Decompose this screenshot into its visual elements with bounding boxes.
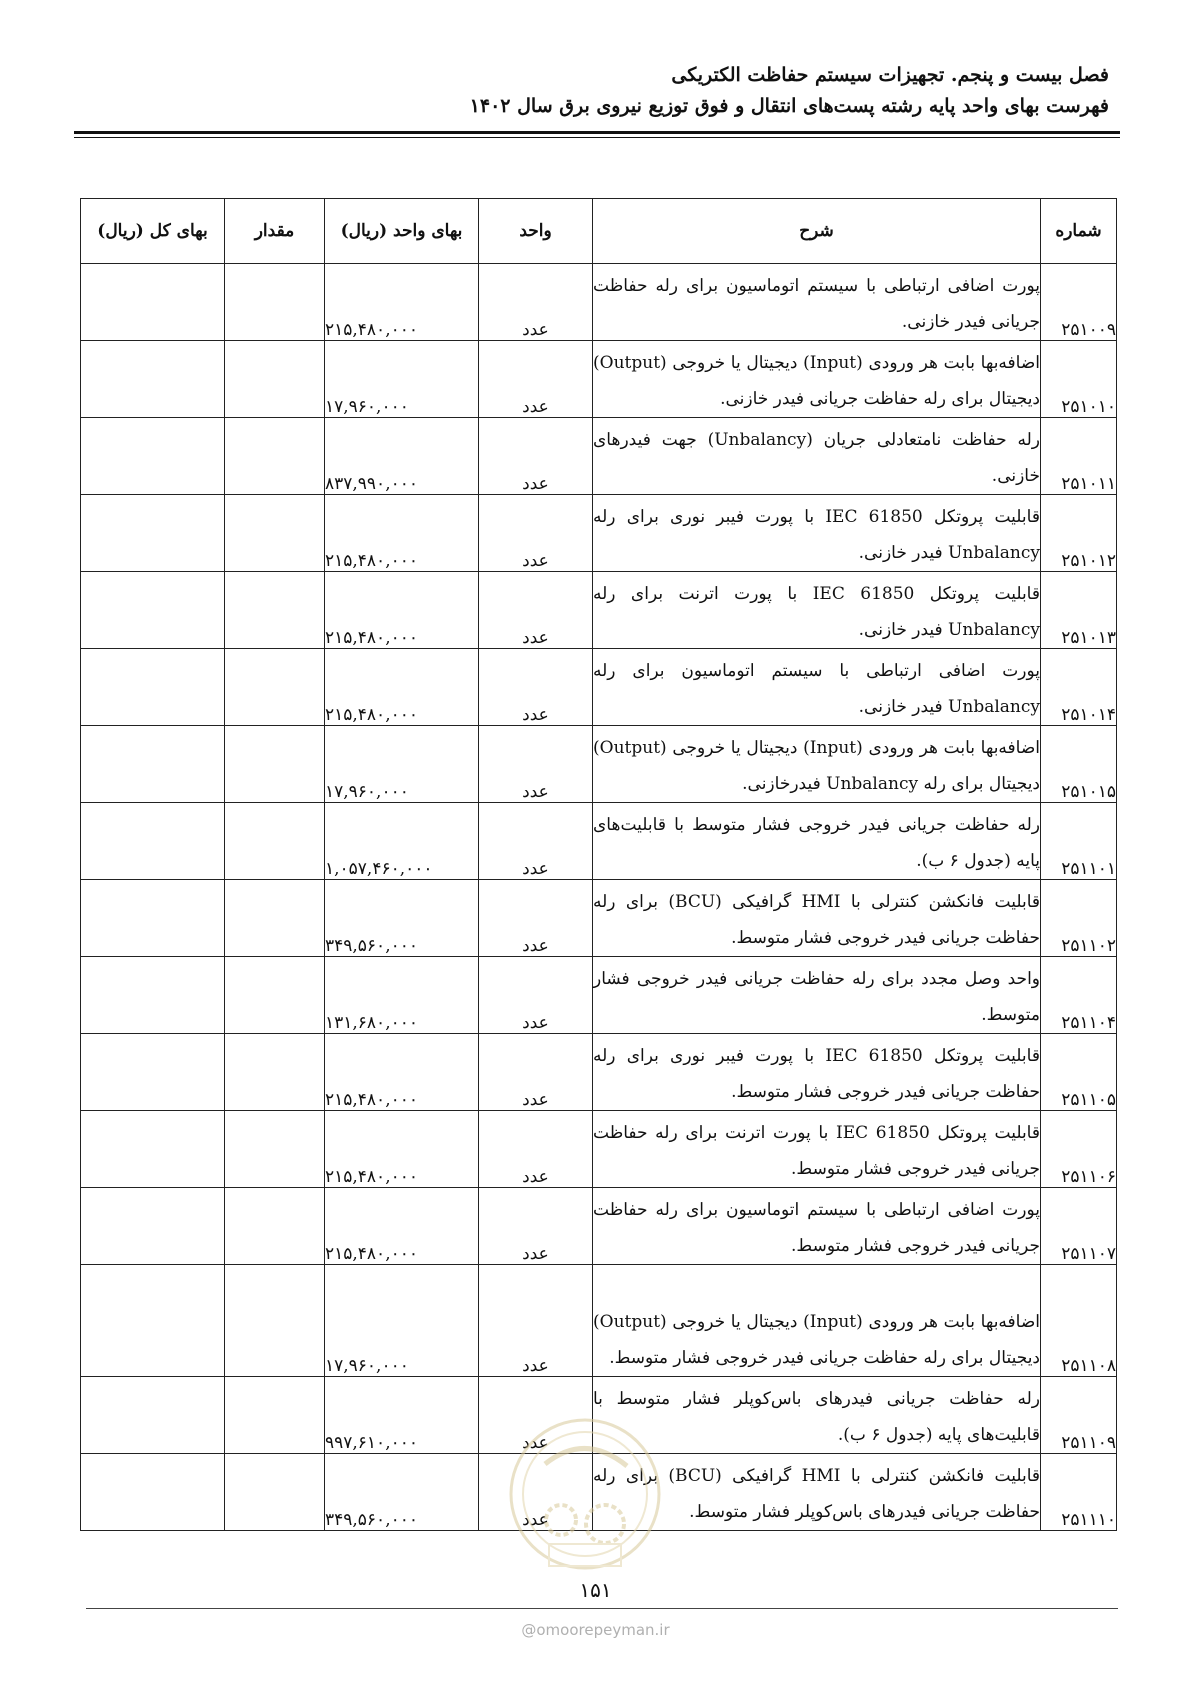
item-description: رله حفاظت جریانی فیدرهای باس‌کوپلر فشار متوسط با قابلیت‌های پایه (جدول ۶ ب). xyxy=(593,1377,1041,1454)
item-quantity xyxy=(225,1265,325,1377)
item-unit: عدد xyxy=(479,649,593,726)
item-number: ۲۵۱۰۱۳ xyxy=(1041,572,1117,649)
item-description: رله حفاظت نامتعادلی جریان (Unbalancy) جهت فیدرهای خازنی. xyxy=(593,418,1041,495)
table-row xyxy=(81,341,1117,418)
item-number: ۲۵۱۰۰۹ xyxy=(1041,264,1117,341)
item-quantity xyxy=(225,803,325,880)
item-total-price xyxy=(81,880,225,957)
item-total-price xyxy=(81,341,225,418)
item-unit-price: ۱,۰۵۷,۴۶۰,۰۰۰ xyxy=(325,803,479,880)
item-description: اضافه‌بها بابت هر ورودی (Input) دیجیتال یا خروجی (Output) دیجیتال برای رله حفاظت جریانی فیدر خروجی فشار متوسط. xyxy=(593,1265,1041,1377)
item-quantity xyxy=(225,572,325,649)
item-unit: عدد xyxy=(479,1454,593,1531)
table-row xyxy=(81,1265,1117,1377)
item-unit: عدد xyxy=(479,1188,593,1265)
item-description: پورت اضافی ارتباطی با سیستم اتوماسیون برای رله حفاظت جریانی فیدر خروجی فشار متوسط. xyxy=(593,1188,1041,1265)
item-unit: عدد xyxy=(479,1265,593,1377)
item-unit: عدد xyxy=(479,726,593,803)
price-table xyxy=(80,198,1117,1531)
item-unit: عدد xyxy=(479,572,593,649)
page-header xyxy=(69,60,1109,122)
item-quantity xyxy=(225,1454,325,1531)
item-unit-price: ۳۴۹,۵۶۰,۰۰۰ xyxy=(325,880,479,957)
item-number: ۲۵۱۱۰۴ xyxy=(1041,957,1117,1034)
item-total-price xyxy=(81,418,225,495)
item-number: ۲۵۱۱۰۲ xyxy=(1041,880,1117,957)
table-row xyxy=(81,572,1117,649)
table-body xyxy=(81,264,1117,1531)
item-quantity xyxy=(225,880,325,957)
item-description: قابلیت پروتکل IEC 61850 با پورت فیبر نوری برای رله Unbalancy فیدر خازنی. xyxy=(593,495,1041,572)
watermark-url: @omoorepeyman.ir xyxy=(521,1621,670,1639)
item-unit: عدد xyxy=(479,1111,593,1188)
table-row xyxy=(81,418,1117,495)
item-unit-price: ۱۷,۹۶۰,۰۰۰ xyxy=(325,726,479,803)
item-total-price xyxy=(81,495,225,572)
item-number: ۲۵۱۰۱۲ xyxy=(1041,495,1117,572)
item-total-price xyxy=(81,726,225,803)
chapter-title: فصل بیست و پنجم. تجهیزات سیستم حفاظت الکتریکی xyxy=(671,64,1109,86)
item-unit: عدد xyxy=(479,264,593,341)
item-number: ۲۵۱۱۱۰ xyxy=(1041,1454,1117,1531)
header-description: شرح xyxy=(593,199,1041,264)
item-unit: عدد xyxy=(479,418,593,495)
item-number: ۲۵۱۰۱۵ xyxy=(1041,726,1117,803)
header-total: بهای کل (ریال) xyxy=(81,199,225,264)
item-unit-price: ۳۴۹,۵۶۰,۰۰۰ xyxy=(325,1454,479,1531)
table-row xyxy=(81,649,1117,726)
item-number: ۲۵۱۱۰۷ xyxy=(1041,1188,1117,1265)
item-total-price xyxy=(81,1111,225,1188)
item-total-price xyxy=(81,572,225,649)
item-description: اضافه‌بها بابت هر ورودی (Input) دیجیتال یا خروجی (Output) دیجیتال برای رله حفاظت جریانی فیدر خازنی. xyxy=(593,341,1041,418)
item-total-price xyxy=(81,1265,225,1377)
item-unit: عدد xyxy=(479,341,593,418)
item-number: ۲۵۱۱۰۸ xyxy=(1041,1265,1117,1377)
item-quantity xyxy=(225,495,325,572)
item-description: پورت اضافی ارتباطی با سیستم اتوماسیون برای رله حفاظت جریانی فیدر خازنی. xyxy=(593,264,1041,341)
item-description: قابلیت پروتکل IEC 61850 با پورت اترنت برای رله Unbalancy فیدر خازنی. xyxy=(593,572,1041,649)
item-unit-price: ۲۱۵,۴۸۰,۰۰۰ xyxy=(325,1034,479,1111)
item-total-price xyxy=(81,649,225,726)
item-quantity xyxy=(225,1034,325,1111)
item-total-price xyxy=(81,264,225,341)
header-divider-thick xyxy=(74,131,1120,134)
table-row xyxy=(81,803,1117,880)
table-header-row xyxy=(81,199,1117,264)
item-description: قابلیت فانکشن کنترلی با HMI گرافیکی (BCU) برای رله حفاظت جریانی فیدرهای باس‌کوپلر فشار متوسط. xyxy=(593,1454,1041,1531)
table-row xyxy=(81,1034,1117,1111)
item-unit: عدد xyxy=(479,1377,593,1454)
table-row xyxy=(81,726,1117,803)
table-row xyxy=(81,1111,1117,1188)
header-quantity: مقدار xyxy=(225,199,325,264)
item-description: قابلیت پروتکل IEC 61850 با پورت فیبر نوری برای رله حفاظت جریانی فیدر خروجی فشار متوسط. xyxy=(593,1034,1041,1111)
item-number: ۲۵۱۱۰۱ xyxy=(1041,803,1117,880)
table-row xyxy=(81,495,1117,572)
price-list-title: فهرست بهای واحد پایه رشته پست‌های انتقال و فوق توزیع نیروی برق سال ۱۴۰۲ xyxy=(469,95,1109,117)
item-number: ۲۵۱۱۰۵ xyxy=(1041,1034,1117,1111)
item-quantity xyxy=(225,649,325,726)
item-unit-price: ۱۷,۹۶۰,۰۰۰ xyxy=(325,1265,479,1377)
item-number: ۲۵۱۰۱۴ xyxy=(1041,649,1117,726)
table-row xyxy=(81,957,1117,1034)
item-unit-price: ۲۱۵,۴۸۰,۰۰۰ xyxy=(325,495,479,572)
item-unit: عدد xyxy=(479,495,593,572)
header-unit: واحد xyxy=(479,199,593,264)
item-quantity xyxy=(225,957,325,1034)
header-unit-price: بهای واحد (ریال) xyxy=(325,199,479,264)
item-quantity xyxy=(225,341,325,418)
table-row xyxy=(81,264,1117,341)
item-total-price xyxy=(81,1377,225,1454)
item-quantity xyxy=(225,418,325,495)
item-unit: عدد xyxy=(479,803,593,880)
item-description: واحد وصل مجدد برای رله حفاظت جریانی فیدر خروجی فشار متوسط. xyxy=(593,957,1041,1034)
item-description: اضافه‌بها بابت هر ورودی (Input) دیجیتال یا خروجی (Output) دیجیتال برای رله Unbalancy فیدرخازنی. xyxy=(593,726,1041,803)
item-unit: عدد xyxy=(479,957,593,1034)
footer-divider xyxy=(86,1608,1118,1609)
item-total-price xyxy=(81,1034,225,1111)
table-row xyxy=(81,1188,1117,1265)
header-number: شماره xyxy=(1041,199,1117,264)
item-number: ۲۵۱۱۰۹ xyxy=(1041,1377,1117,1454)
item-total-price xyxy=(81,803,225,880)
item-number: ۲۵۱۰۱۰ xyxy=(1041,341,1117,418)
item-unit: عدد xyxy=(479,1034,593,1111)
item-quantity xyxy=(225,1377,325,1454)
item-total-price xyxy=(81,1454,225,1531)
header-divider-thin xyxy=(74,137,1120,138)
item-description: قابلیت فانکشن کنترلی با HMI گرافیکی (BCU) برای رله حفاظت جریانی فیدر خروجی فشار متوسط. xyxy=(593,880,1041,957)
item-quantity xyxy=(225,264,325,341)
item-total-price xyxy=(81,1188,225,1265)
item-unit-price: ۲۱۵,۴۸۰,۰۰۰ xyxy=(325,264,479,341)
item-number: ۲۵۱۰۱۱ xyxy=(1041,418,1117,495)
item-quantity xyxy=(225,1188,325,1265)
item-unit: عدد xyxy=(479,880,593,957)
item-number: ۲۵۱۱۰۶ xyxy=(1041,1111,1117,1188)
item-description: پورت اضافی ارتباطی با سیستم اتوماسیون برای رله Unbalancy فیدر خازنی. xyxy=(593,649,1041,726)
item-unit-price: ۹۹۷,۶۱۰,۰۰۰ xyxy=(325,1377,479,1454)
item-unit-price: ۱۷,۹۶۰,۰۰۰ xyxy=(325,341,479,418)
item-unit-price: ۲۱۵,۴۸۰,۰۰۰ xyxy=(325,649,479,726)
item-unit-price: ۲۱۵,۴۸۰,۰۰۰ xyxy=(325,572,479,649)
item-description: قابلیت پروتکل IEC 61850 با پورت اترنت برای رله حفاظت جریانی فیدر خروجی فشار متوسط. xyxy=(593,1111,1041,1188)
item-unit-price: ۱۳۱,۶۸۰,۰۰۰ xyxy=(325,957,479,1034)
item-description: رله حفاظت جریانی فیدر خروجی فشار متوسط با قابلیت‌های پایه (جدول ۶ ب). xyxy=(593,803,1041,880)
item-quantity xyxy=(225,1111,325,1188)
item-unit-price: ۲۱۵,۴۸۰,۰۰۰ xyxy=(325,1111,479,1188)
item-unit-price: ۲۱۵,۴۸۰,۰۰۰ xyxy=(325,1188,479,1265)
item-unit-price: ۸۳۷,۹۹۰,۰۰۰ xyxy=(325,418,479,495)
page-number: ۱۵۱ xyxy=(579,1578,612,1602)
table-row xyxy=(81,880,1117,957)
item-total-price xyxy=(81,957,225,1034)
publisher-seal-watermark xyxy=(505,1408,665,1580)
item-quantity xyxy=(225,726,325,803)
